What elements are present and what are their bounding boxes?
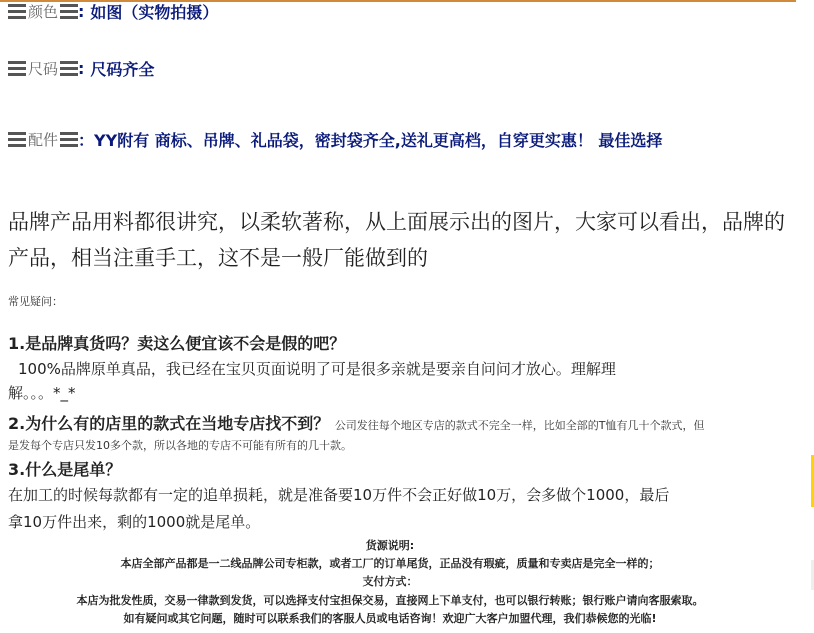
bullet-bars-icon [8, 4, 26, 19]
brand-intro-paragraph: 品牌产品用料都很讲究，以柔软著称，从上面展示出的图片，大家可以看出，品牌的产品，相当注重手工，这不是一般厂能做到的 [8, 210, 785, 270]
faq-heading: 常见疑问： [8, 295, 63, 308]
bullet-bars-icon [8, 132, 26, 147]
spec-colon: ： [78, 131, 95, 150]
contact-text: 如有疑问或其它问题，随时可以联系我们的客服人员或电话咨询！欢迎广大客户加盟代理，我们恭候您的光临! [123, 612, 657, 625]
faq-answer-3-line-2: 拿10万件出来，剩的1000就是尾单。 [8, 513, 261, 531]
bullet-bars-icon [8, 61, 26, 76]
faq-question-1 [8, 331, 345, 354]
faq-answer-2-line-2: 是发每个专店只发10多个款，所以各地的专店不可能有所有的几十款。 [8, 439, 352, 452]
question-text: 是品牌真货吗？卖这么便宜该不会是假的吧？ [25, 334, 346, 353]
spec-value: YY附有 商标、吊牌、礼品袋，密封袋齐全,送礼更高档，自穿更实惠！ 最佳选择 [94, 131, 663, 150]
spec-row-accessories [8, 128, 662, 151]
spec-row-size [8, 57, 154, 80]
question-number: 3. [8, 460, 26, 479]
bullet-bars-icon [60, 61, 78, 76]
payment-text: 本店为批发性质，交易一律款到发货，可以选择支付宝担保交易，直接网上下单支付，也可以银行转账；银行账户请向客服索取。 [76, 594, 704, 607]
spec-colon: : [78, 2, 85, 21]
spec-key: 颜色 [28, 3, 59, 21]
faq-answer-1-line-1: 100%品牌原单真品，我已经在宝贝页面说明了可是很多亲就是要亲自问问才放心。理解理 [18, 360, 616, 378]
faq-answer-3-line-1: 在加工的时候每款都有一定的追单损耗，就是准备要10万件不会正好做10万，会多做个1000，最后 [8, 486, 670, 504]
spec-key: 尺码 [28, 60, 59, 78]
faq-question-2 [8, 411, 705, 434]
question-number: 1. [8, 334, 26, 353]
faq-question-3 [8, 457, 121, 480]
spec-value: 尺码齐全 [90, 60, 155, 79]
question-text: 什么是尾单？ [25, 460, 122, 479]
bullet-bars-icon [60, 4, 78, 19]
question-text: 为什么有的店里的款式在当地专店找不到？ [25, 414, 330, 433]
faq-answer-1-line-2: 解。。。*_* [8, 384, 76, 402]
source-text: 本店全部产品都是一二线品牌公司专柜款，或者工厂的订单尾货，正品没有瑕疵，质量和专卖店是完全一样的； [120, 557, 660, 570]
source-title: 货源说明: [365, 539, 415, 552]
question-number: 2. [8, 414, 26, 433]
bullet-bars-icon [60, 132, 78, 147]
spec-row-color [8, 0, 218, 23]
spec-value: 如图（实物拍摄） [90, 3, 219, 22]
question-note: 公司发往每个地区专店的款式不完全一样，比如全部的T恤有几十个款式，但 [334, 419, 705, 432]
payment-title: 支付方式： [362, 575, 418, 588]
spec-key: 配件 [28, 131, 59, 149]
spec-colon: : [78, 59, 85, 78]
